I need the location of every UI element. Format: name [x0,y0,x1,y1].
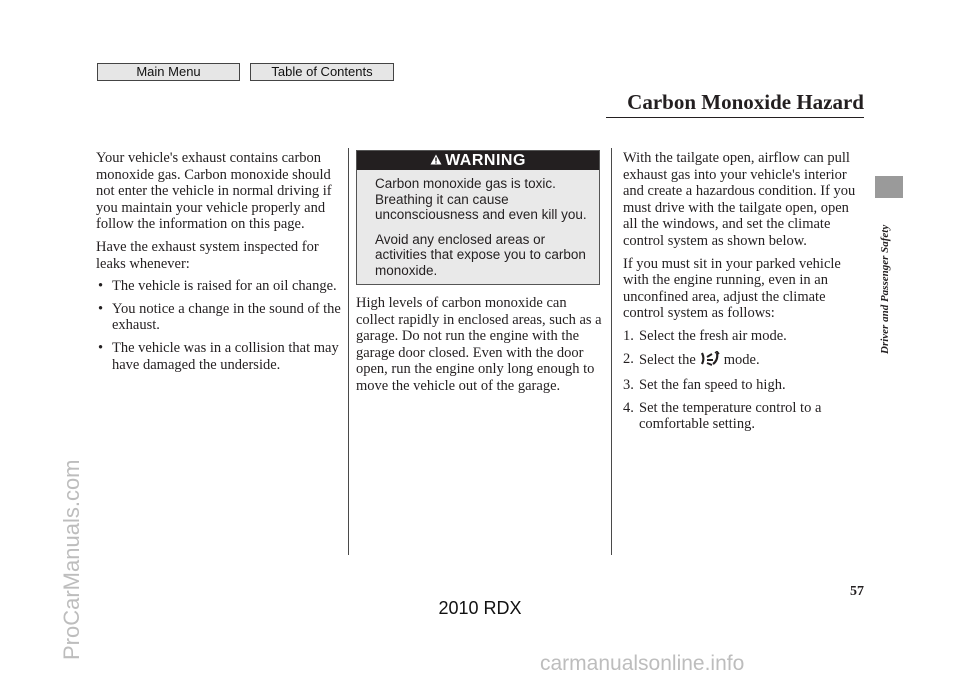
step-number: 2. [623,350,634,367]
parked-paragraph: If you must sit in your parked vehicle with the engine running, even in an unconfined area, adjust the climate control system as follows: [623,255,841,322]
vent-mode-icon [699,351,721,372]
step-number: 3. [623,377,634,394]
garage-paragraph: High levels of carbon monoxide can collect rapidly in enclosed areas, such as a garage. Do not run the engine with the garage door closed. Even with the door open, run the engine only long enough to move the vehicle out of the garage. [356,295,602,394]
section-label: Driver and Passenger Safety [879,225,891,355]
list-item-text: The vehicle was in a collision that may have damaged the underside. [112,339,339,373]
step-number: 4. [623,399,634,416]
column-divider [348,148,349,555]
title-rule [606,117,864,118]
bullet-icon: • [98,339,104,356]
column-divider [611,148,612,555]
tailgate-paragraph: With the tailgate open, airflow can pull exhaust gas into your vehicle's interior and create a hazardous condition. If you must drive with the tailgate open, open all the windows, and set the climate control system as shown below. [623,150,856,249]
page-title: Carbon Monoxide Hazard [627,90,864,114]
column-middle [356,150,602,401]
intro-paragraph: Your vehicle's exhaust contains carbon monoxide gas. Carbon monoxide should not enter the vehicle in normal driving if you maintain your vehicle properly and follow the information on this page. [96,150,332,233]
watermark-bottom: carmanualsonline.info [540,652,745,675]
warning-text: Carbon monoxide gas is toxic. Breathing it can cause unconsciousness and even kill you. [375,176,587,222]
step-text: Select the fresh air mode. [639,327,787,344]
watermark-left: ProCarManuals.com [59,459,84,660]
inspection-list [96,278,342,373]
list-item [623,400,865,433]
warning-body [357,170,599,284]
model-label: 2010 RDX [438,598,522,618]
warning-label: WARNING [445,152,526,169]
column-left [96,150,342,379]
main-menu-button[interactable]: Main Menu [97,63,240,81]
list-item-text: The vehicle is raised for an oil change. [112,278,337,295]
step-text: Select the [639,351,696,368]
warning-box [356,150,600,285]
bullet-icon: • [98,278,104,295]
list-item [96,278,342,295]
inspection-paragraph: Have the exhaust system inspected for leaks whenever: [96,238,319,272]
warning-header [357,151,599,170]
section-tab-marker [875,176,903,198]
warning-triangle-icon [430,151,442,170]
table-of-contents-button[interactable]: Table of Contents [250,63,394,81]
bullet-icon: • [98,300,104,317]
list-item [623,377,865,394]
step-text: mode. [723,351,760,368]
page-number: 57 [850,584,864,599]
climate-steps [623,328,865,433]
step-text: Set the fan speed to high. [639,377,786,394]
step-text: Set the temperature control to a comfortable setting. [639,399,822,433]
list-item [623,328,865,345]
list-item [96,301,342,334]
list-item [96,340,342,373]
list-item [623,351,865,372]
step-number: 1. [623,327,634,344]
warning-text: Avoid any enclosed areas or activities that expose you to carbon monoxide. [375,231,586,278]
list-item-text: You notice a change in the sound of the exhaust. [112,300,341,334]
column-right [623,150,865,439]
